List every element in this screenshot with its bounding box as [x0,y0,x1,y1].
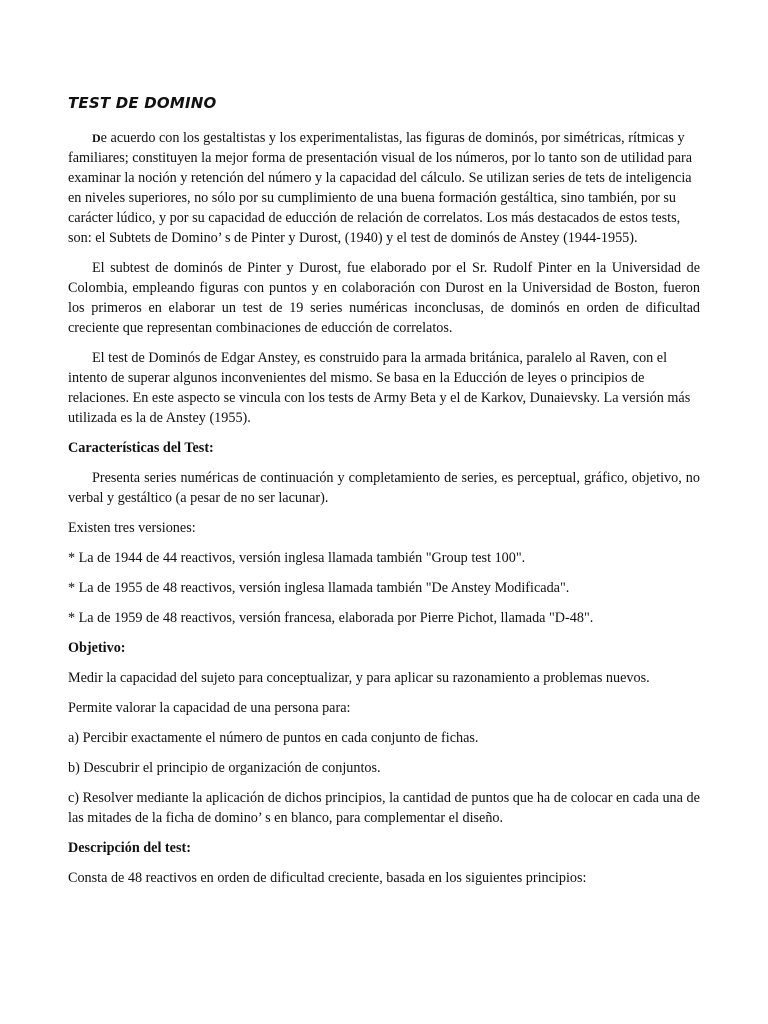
versions-intro: Existen tres versiones: [68,520,196,536]
section-heading-caracteristicas: Características del Test: [68,440,214,456]
document-body [68,128,700,898]
pinter-paragraph: El subtest de dominós de Pinter y Durost, fue elaborado por el Sr. Rudolf Pinter en la Universidad de Colombia, empleando figuras con puntos y en colaboración con Durost en la Universidad de Boston, fueron los primeros en elaborar un test de 19 series numéricas inconclusas, de dominós en orden de dificultad creciente que representan combinaciones de educción de correlatos. [68,260,700,336]
anstey-paragraph: El test de Dominós de Edgar Anstey, es construido para la armada británica, paralelo al Raven, con el intento de superar algunos inconvenientes del mismo. Se basa en la Educción de leyes o principios de relaciones. En este aspecto se vincula con los tests de Army Beta y el de Karkov, Dunaievsky. La versión más utilizada es la de Anstey (1955). [68,350,691,426]
intro-text: e acuerdo con los gestaltistas y los experimentalistas, las figuras de dominós, por simétricas, rítmicas y familiares; constituyen la mejor forma de presentación visual de los números, por lo tanto son de utilidad para examinar la noción y retención del número y la capacidad del cálculo. Se utilizan series de tets de inteligencia en niveles superiores, no sólo por su cumplimiento de una buena formación gestáltica, sino también, por su carácter lúdico, y por su capacidad de educción de relación de correlatos. Los más destacados de estos tests, son: el Subtets de Domino’ s de Pinter y Durost, (1940) y el test de dominós de Anstey (1944-1955). [68,130,693,246]
descripcion-paragraph: Consta de 48 reactivos en orden de dificultad creciente, basada en los siguientes principios: [68,870,587,886]
section-heading-objetivo: Objetivo: [68,640,126,656]
section-heading-descripcion: Descripción del test: [68,840,191,856]
document-title: TEST DE DOMINO [68,94,217,112]
intro-paragraph [68,128,700,248]
intro-initial: D [92,131,101,145]
objetivo-paragraph: Medir la capacidad del sujeto para conceptualizar, y para aplicar su razonamiento a problemas nuevos. [68,670,650,686]
list-item: a) Percibir exactamente el número de puntos en cada conjunto de fichas. [68,730,479,746]
list-item: c) Resolver mediante la aplicación de dichos principios, la cantidad de puntos que ha de colocar en cada una de las mitades de la ficha de domino’ s en blanco, para complementar el diseño. [68,790,700,826]
version-item: * La de 1959 de 48 reactivos, versión francesa, elaborada por Pierre Pichot, llamada "D-48". [68,610,594,626]
list-item: b) Descubrir el principio de organización de conjuntos. [68,760,381,776]
version-item: * La de 1944 de 44 reactivos, versión inglesa llamada también "Group test 100". [68,550,526,566]
permite-paragraph: Permite valorar la capacidad de una persona para: [68,700,351,716]
caracteristicas-paragraph: Presenta series numéricas de continuación y completamiento de series, es perceptual, gráfico, objetivo, no verbal y gestáltico (a pesar de no ser lacunar). [68,470,700,506]
version-item: * La de 1955 de 48 reactivos, versión inglesa llamada también "De Anstey Modificada". [68,580,570,596]
